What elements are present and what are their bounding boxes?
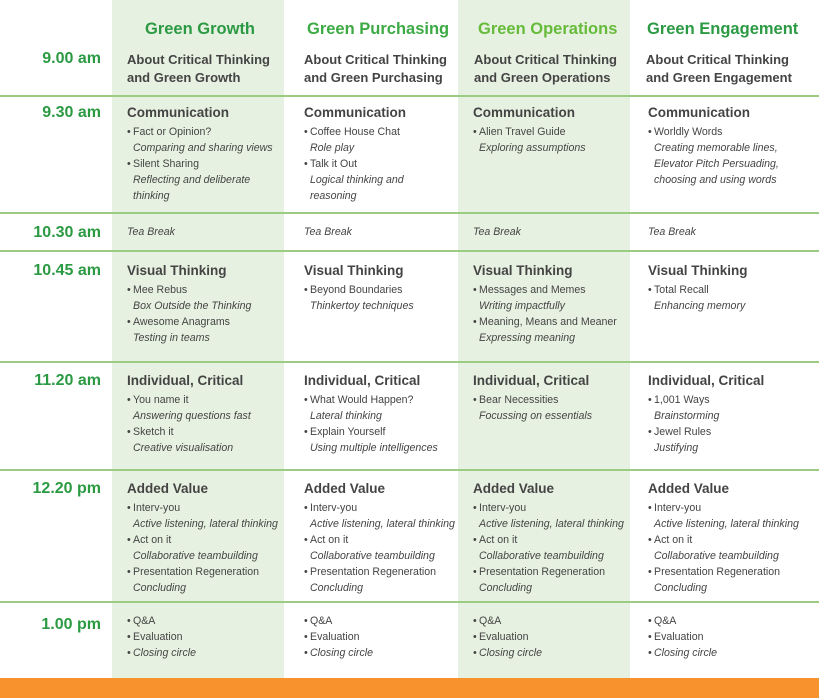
activity-item: • Act on it — [127, 532, 299, 548]
activity-item: • Q&A — [304, 613, 476, 629]
activity-description: Elevator Pitch Persuading, — [654, 158, 779, 170]
activity-item: • Evaluation — [127, 629, 299, 645]
session-title: Communication — [648, 105, 751, 120]
activity-description: Reflecting and deliberate — [133, 174, 251, 186]
activity-item: • Evaluation — [304, 629, 476, 645]
activity-item: • Act on it — [648, 532, 819, 548]
activity-description: Writing impactfully — [479, 300, 565, 312]
activity-item: • Presentation Regeneration — [127, 564, 299, 580]
activity-item: • Total Recall — [648, 282, 819, 298]
activity-description: Using multiple intelligences — [310, 442, 438, 454]
break-label: Tea Break — [648, 226, 696, 238]
column-title-green-operations: Green Operations — [478, 20, 618, 38]
activity-item: • Q&A — [127, 613, 299, 629]
column-subtitle: About Critical Thinking and Green Purchasing — [304, 52, 447, 85]
column-title-green-growth: Green Growth — [145, 20, 256, 38]
activity-description: Collaborative teambuilding — [654, 550, 779, 562]
activity-item: • Explain Yourself — [304, 424, 476, 440]
schedule-cell — [304, 224, 476, 240]
column-subtitle: About Critical Thinking and Green Operations — [474, 52, 617, 85]
activity-description: Exploring assumptions — [479, 142, 586, 154]
session-title: Individual, Critical — [304, 373, 421, 388]
schedule-cell — [648, 480, 819, 596]
column-subtitle: About Critical Thinking and Green Growth — [127, 52, 270, 85]
schedule-cell — [648, 613, 819, 661]
session-title: Individual, Critical — [473, 373, 590, 388]
activity-item: • Interv-you — [304, 500, 476, 516]
activity-item: • 1,001 Ways — [648, 392, 819, 408]
activity-item: • Mee Rebus — [127, 282, 299, 298]
activity-description: Active listening, lateral thinking — [310, 518, 455, 530]
schedule-cell — [304, 372, 476, 456]
activity-description: Collaborative teambuilding — [133, 550, 258, 562]
activity-item: • Act on it — [473, 532, 645, 548]
session-title: Visual Thinking — [473, 263, 573, 278]
time-label: 10.30 am — [33, 224, 101, 241]
activity-description: Lateral thinking — [310, 410, 382, 422]
session-title: Added Value — [127, 481, 209, 496]
break-label: Tea Break — [127, 226, 175, 238]
row-divider — [0, 95, 819, 97]
session-title: Added Value — [304, 481, 386, 496]
activity-item: • Coffee House Chat — [304, 124, 476, 140]
activity-item: • Act on it — [304, 532, 476, 548]
session-title: Communication — [304, 105, 407, 120]
row-divider — [0, 469, 819, 471]
activity-item: • Evaluation — [473, 629, 645, 645]
activity-description: Collaborative teambuilding — [310, 550, 435, 562]
schedule-cell — [127, 224, 299, 240]
session-title: Visual Thinking — [127, 263, 227, 278]
activity-description: Creative visualisation — [133, 442, 234, 454]
column-subtitle: About Critical Thinking and Green Engagement — [646, 52, 792, 85]
schedule-cell — [304, 480, 476, 596]
row-divider — [0, 250, 819, 252]
activity-item: • Presentation Regeneration — [473, 564, 645, 580]
activity-description: Active listening, lateral thinking — [133, 518, 278, 530]
schedule-cell — [304, 262, 476, 314]
activity-description: Testing in teams — [133, 332, 210, 344]
session-title: Communication — [473, 105, 576, 120]
activity-item: • Sketch it — [127, 424, 299, 440]
activity-description: Logical thinking and — [310, 174, 404, 186]
activity-description: Concluding — [654, 582, 708, 594]
activity-description: Concluding — [133, 582, 187, 594]
time-label: 10.45 am — [33, 262, 101, 279]
activity-item: • Awesome Anagrams — [127, 314, 299, 330]
schedule-cell — [127, 262, 299, 346]
activity-description: Collaborative teambuilding — [479, 550, 604, 562]
activity-item: • Evaluation — [648, 629, 819, 645]
schedule-cell — [473, 224, 645, 240]
activity-description: Focussing on essentials — [479, 410, 593, 422]
schedule-cell — [473, 104, 645, 156]
activity-item: • Interv-you — [473, 500, 645, 516]
session-title: Individual, Critical — [648, 373, 765, 388]
activity-item: • Closing circle — [648, 645, 819, 661]
activity-item: • Closing circle — [473, 645, 645, 661]
column-title-green-engagement: Green Engagement — [647, 20, 799, 38]
session-title: Communication — [127, 105, 230, 120]
schedule-cell — [473, 372, 645, 424]
activity-description: Expressing meaning — [479, 332, 575, 344]
activity-item: • Closing circle — [304, 645, 476, 661]
schedule-cell — [648, 224, 819, 240]
activity-item: • Fact or Opinion? — [127, 124, 299, 140]
session-title: Added Value — [473, 481, 555, 496]
row-divider — [0, 601, 819, 603]
time-label: 9.00 am — [42, 50, 101, 67]
time-label: 11.20 am — [34, 372, 101, 389]
session-title: Added Value — [648, 481, 730, 496]
session-title: Individual, Critical — [127, 373, 244, 388]
break-label: Tea Break — [473, 226, 521, 238]
activity-description: Answering questions fast — [133, 410, 251, 422]
schedule-cell — [127, 372, 299, 456]
activity-item: • Beyond Boundaries — [304, 282, 476, 298]
schedule-cell — [648, 372, 819, 456]
row-divider — [0, 361, 819, 363]
activity-item: • Talk it Out — [304, 156, 476, 172]
time-label: 1.00 pm — [41, 616, 101, 633]
activity-item: • Messages and Memes — [473, 282, 645, 298]
activity-description: Concluding — [479, 582, 533, 594]
time-label: 12.20 pm — [32, 480, 101, 497]
activity-description: Creating memorable lines, — [654, 142, 778, 154]
schedule-cell — [473, 480, 645, 596]
activity-item: • You name it — [127, 392, 299, 408]
activity-description: thinking — [133, 190, 170, 202]
session-title: Visual Thinking — [304, 263, 404, 278]
schedule-cell — [473, 613, 645, 661]
schedule-cell — [304, 613, 476, 661]
activity-item: • Worldly Words — [648, 124, 819, 140]
activity-item: • Presentation Regeneration — [304, 564, 476, 580]
activity-description: Enhancing memory — [654, 300, 746, 312]
activity-item: • Silent Sharing — [127, 156, 299, 172]
time-label: 9.30 am — [42, 104, 101, 121]
row-divider — [0, 212, 819, 214]
activity-description: Comparing and sharing views — [133, 142, 273, 154]
schedule-cell — [127, 613, 299, 661]
activity-item: • Q&A — [648, 613, 819, 629]
activity-description: Thinkertoy techniques — [310, 300, 414, 312]
session-title: Visual Thinking — [648, 263, 748, 278]
activity-description: Role play — [310, 142, 355, 154]
activity-description: Brainstorming — [654, 410, 720, 422]
activity-item: • Q&A — [473, 613, 645, 629]
activity-item: • Jewel Rules — [648, 424, 819, 440]
activity-item: • Interv-you — [648, 500, 819, 516]
column-title-green-purchasing: Green Purchasing — [307, 20, 450, 38]
bottom-accent-bar — [0, 678, 819, 698]
activity-item: • Meaning, Means and Meaner — [473, 314, 645, 330]
activity-description: Active listening, lateral thinking — [654, 518, 799, 530]
activity-description: Justifying — [654, 442, 699, 454]
activity-description: reasoning — [310, 190, 357, 202]
activity-item: • Alien Travel Guide — [473, 124, 645, 140]
break-label: Tea Break — [304, 226, 352, 238]
schedule-cell — [473, 262, 645, 346]
activity-item: • What Would Happen? — [304, 392, 476, 408]
activity-description: choosing and using words — [654, 174, 777, 186]
schedule-cell — [304, 104, 476, 204]
schedule-cell — [648, 104, 819, 188]
activity-item: • Presentation Regeneration — [648, 564, 819, 580]
activity-item: • Closing circle — [127, 645, 299, 661]
activity-description: Concluding — [310, 582, 364, 594]
schedule-cell — [127, 480, 299, 596]
schedule-cell — [648, 262, 819, 314]
activity-item: • Interv-you — [127, 500, 299, 516]
activity-description: Box Outside the Thinking — [133, 300, 252, 312]
activity-description: Active listening, lateral thinking — [479, 518, 624, 530]
schedule-cell — [127, 104, 299, 204]
activity-item: • Bear Necessities — [473, 392, 645, 408]
